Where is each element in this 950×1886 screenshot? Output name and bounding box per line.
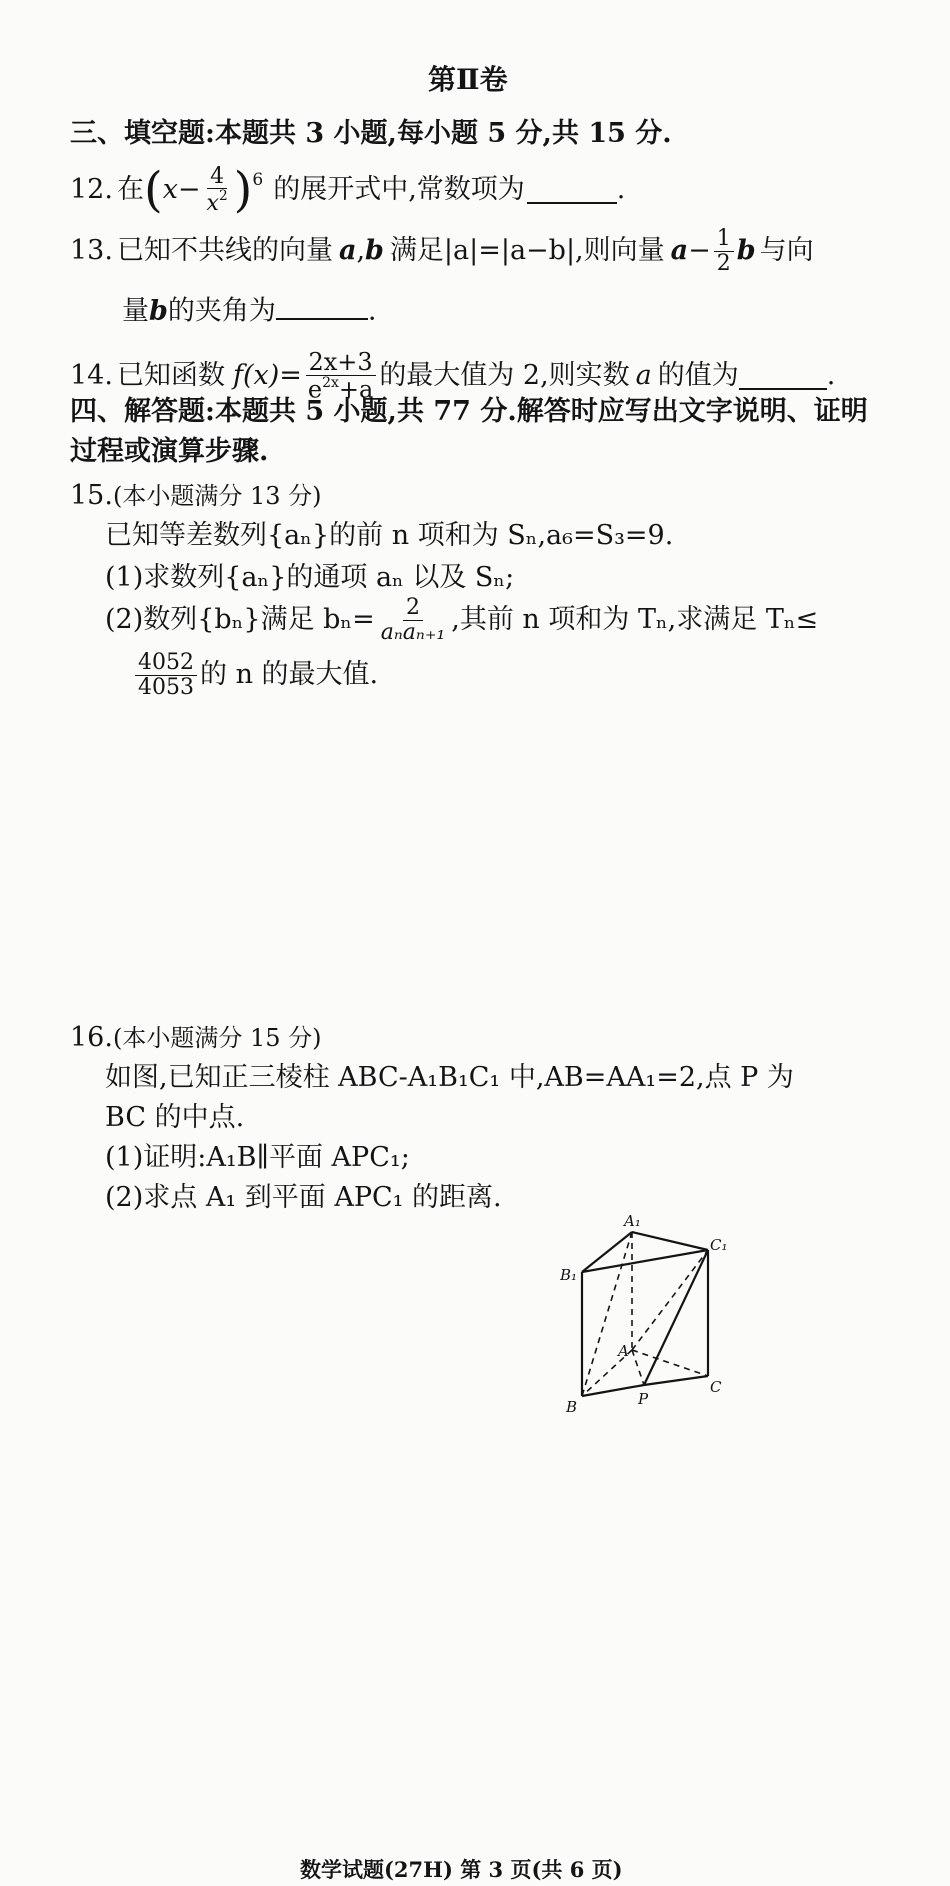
q16-number: 16. [70, 1022, 113, 1053]
q12-period: . [616, 174, 626, 205]
label-P: P [638, 1390, 649, 1408]
label-B: B [566, 1398, 578, 1416]
q15-number: 15. [70, 480, 113, 511]
q15-part2-post: ,其前 n 项和为 Tₙ,求满足 Tₙ≤ [451, 604, 819, 635]
section-4-heading-line1: 四、解答题:本题共 5 小题,共 77 分.解答时应写出文字说明、证明 [70, 396, 868, 427]
q14-frac-den: $e^{2x}+a$ [307, 374, 374, 404]
q13-line2-pre: 量 [122, 295, 149, 327]
q13-comma: , [356, 235, 366, 266]
q14-number: 14. [70, 360, 113, 391]
q15-part2-pre: (2)数列{bₙ}满足 bₙ= [105, 604, 375, 635]
q13-vec-a: a [338, 235, 357, 266]
edge-BP [582, 1385, 644, 1396]
q12-x: x [162, 174, 178, 205]
section-4-heading-line2: 过程或演算步骤. [70, 436, 269, 467]
volume-title: 第Ⅱ卷 [428, 63, 508, 96]
edge-A1C1 [632, 1232, 708, 1250]
question-15-part2 [105, 595, 818, 645]
q12-post: 的展开式中,常数项为 [273, 174, 525, 205]
q12-exponent: 6 [252, 170, 264, 190]
label-B1: B₁ [560, 1266, 578, 1284]
q13-number: 13. [70, 235, 113, 266]
label-A: A [618, 1342, 629, 1360]
q13-frac-num: 1 [714, 227, 734, 251]
label-C1: C₁ [710, 1236, 728, 1254]
q15-bn-frac-den: aₙaₙ₊₁ [380, 619, 446, 645]
prism-figure [560, 1210, 760, 1420]
question-15-part1: (1)求数列{aₙ}的通项 aₙ 以及 Sₙ; [105, 562, 515, 593]
q12-pre: 在 [116, 174, 144, 205]
q12-minus: − [177, 174, 201, 205]
question-16-part1: (1)证明:A₁B∥平面 APC₁; [105, 1142, 410, 1173]
q13-frac-den: 2 [716, 250, 731, 276]
question-16-stem-line2: BC 的中点. [105, 1102, 245, 1133]
segment-AC1-hidden [632, 1250, 708, 1350]
q16-score: (本小题满分 15 分) [112, 1024, 322, 1052]
q15-bound-den: 4053 [138, 674, 194, 700]
q13-line2-post: 的夹角为 [167, 295, 276, 327]
q14-func: f(x)= [232, 360, 302, 391]
question-16-stem-line1: 如图,已知正三棱柱 ABC-A₁B₁C₁ 中,AB=AA₁=2,点 P 为 [105, 1062, 794, 1093]
q12-frac-den: $x^2$ [206, 187, 228, 217]
question-16-part2: (2)求点 A₁ 到平面 APC₁ 的距离. [105, 1182, 502, 1213]
question-13 [70, 226, 814, 276]
q12-frac-num: 4 [207, 165, 227, 189]
edge-B1A1 [582, 1232, 632, 1272]
q13-tail: 与向 [759, 235, 814, 266]
q13-line2-b: b [149, 295, 168, 327]
q15-score: (本小题满分 13 分) [112, 482, 322, 510]
segment-A1B-hidden [582, 1232, 632, 1396]
q14-answer-blank[interactable] [739, 362, 827, 390]
q13-fraction [714, 227, 734, 274]
question-15-part2-line2 [132, 650, 378, 700]
q13-vec-b2: b [736, 235, 756, 266]
q13-cond: 满足|a|=|a−b|,则向量 [389, 235, 665, 266]
q14-pre: 已知函数 [116, 360, 225, 391]
question-13-line2: 量b的夹角为 . [122, 292, 376, 330]
q12-number: 12. [70, 174, 113, 205]
q14-post2: 的值为 [657, 360, 739, 391]
q13-line1: 已知不共线的向量 [116, 235, 333, 266]
q12-answer-blank[interactable] [527, 176, 617, 204]
q15-part2-end: 的 n 的最大值. [200, 659, 379, 690]
q15-bound-num: 4052 [135, 651, 197, 675]
q13-minus: − [688, 235, 711, 266]
q12-left-paren: ( [143, 162, 163, 218]
edge-AC-hidden [632, 1350, 708, 1376]
edge-B1C1 [582, 1250, 708, 1272]
q13-vec-a2: a [670, 235, 689, 266]
q13-vec-b: b [365, 235, 384, 266]
segment-AP-hidden [632, 1350, 644, 1385]
label-A1: A₁ [624, 1212, 641, 1230]
section-3-heading: 三、填空题:本题共 3 小题,每小题 5 分,共 15 分. [70, 118, 672, 149]
q14-post: 的最大值为 2,则实数 [379, 360, 630, 391]
q13-answer-blank[interactable] [276, 292, 368, 320]
question-15-stem: 已知等差数列{aₙ}的前 n 项和为 Sₙ,a₆=S₃=9. [105, 520, 674, 551]
q15-bound-fraction [135, 651, 197, 698]
edge-PC [644, 1376, 708, 1385]
q15-bn-fraction [378, 596, 449, 643]
question-12 [70, 160, 625, 220]
q15-bn-frac-num: 2 [403, 596, 423, 620]
q14-var-a: a [635, 360, 652, 391]
q12-fraction [204, 165, 231, 215]
question-14: 14. 已知函数 f(x)= $\frac{2x+3}{e^{2x}+a}$ 的最大值为 2,则实数 a 的值为 . [70, 347, 836, 404]
question-15-header [70, 478, 321, 514]
question-16-header [70, 1020, 321, 1056]
q12-right-paren: ) [233, 162, 253, 218]
page-footer: 数学试题(27H) 第 3 页(共 6 页) [300, 1857, 623, 1882]
q14-frac-num: 2x+3 [306, 350, 376, 376]
label-C: C [710, 1378, 722, 1396]
